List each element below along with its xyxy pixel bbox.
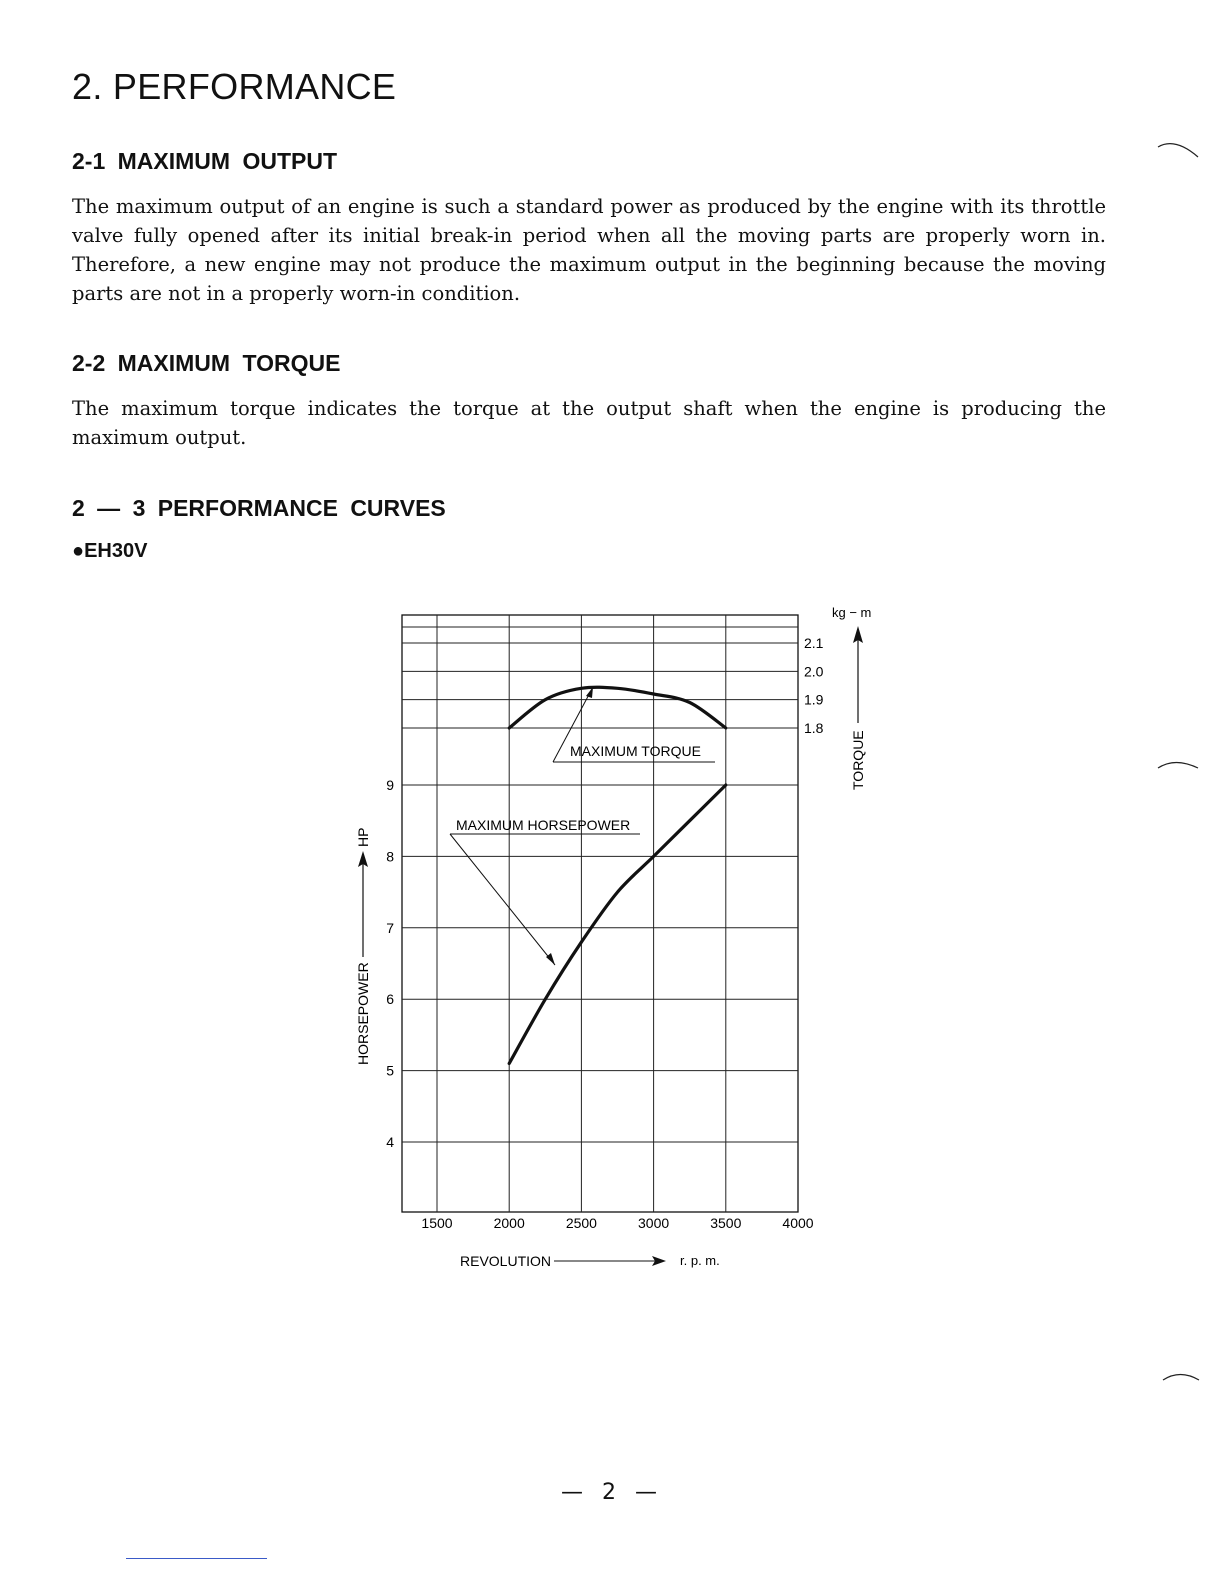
chart-annotations xyxy=(450,687,715,965)
x-axis-unit: r. p. m. xyxy=(680,1253,720,1268)
left-axis-unit: HP xyxy=(355,827,371,847)
section-heading-performance-curves: 2 — 3 PERFORMANCE CURVES xyxy=(72,495,446,521)
hp-tick-label: 7 xyxy=(386,919,394,936)
page-title: 2. PERFORMANCE xyxy=(72,66,397,107)
hp-tick-label: 8 xyxy=(386,848,394,865)
annotation-maximum-torque: MAXIMUM TORQUE xyxy=(570,743,701,759)
section-body-maximum-output: The maximum output of an engine is such a standard power as produced by the engine with its throttle valve fully opened after its initial break-in period when all the moving parts are properly worn in. Therefore, a new engine may not produce the maximum output in the beginning because the moving parts are not in a properly worn-in condition. xyxy=(72,195,1106,305)
torque-tick-label: 1.8 xyxy=(804,720,824,736)
left-axis-label: HORSEPOWER xyxy=(355,962,371,1065)
hp-tick-label: 6 xyxy=(386,991,394,1008)
torque-tick-label: 2.0 xyxy=(804,663,824,680)
x-tick-label: 3500 xyxy=(710,1215,742,1231)
hp-tick-label: 4 xyxy=(386,1134,394,1150)
section-body-maximum-torque: The maximum torque indicates the torque at the output shaft when the engine is producing the maximum output. xyxy=(72,397,1106,449)
hp-tick-label: 9 xyxy=(386,777,394,793)
chart-grid xyxy=(386,615,823,1231)
torque-curve xyxy=(509,687,726,728)
link-underline xyxy=(126,1558,267,1559)
section-heading-maximum-torque: 2-2 MAXIMUM TORQUE xyxy=(72,350,341,376)
hp-tick-label: 5 xyxy=(386,1062,394,1079)
scan-edge-mark xyxy=(1155,1364,1215,1394)
x-tick-label: 1500 xyxy=(421,1215,453,1231)
right-axis-unit: kg − m xyxy=(832,605,872,620)
scan-edge-mark xyxy=(1150,135,1210,165)
torque-tick-label: 2.1 xyxy=(804,635,824,651)
x-tick-label: 2500 xyxy=(565,1215,597,1231)
section-heading-maximum-output: 2-1 MAXIMUM OUTPUT xyxy=(72,148,337,174)
x-axis-label: REVOLUTION xyxy=(460,1253,552,1269)
model-label: ●EH30V xyxy=(72,540,148,562)
page-number: — 2 — xyxy=(561,1480,663,1505)
performance-chart xyxy=(330,595,910,1285)
torque-tick-label: 1.9 xyxy=(804,691,824,708)
right-axis-label: TORQUE xyxy=(850,730,866,790)
x-tick-label: 4000 xyxy=(782,1215,814,1231)
x-tick-label: 2000 xyxy=(493,1215,525,1231)
scan-edge-mark xyxy=(1150,752,1210,782)
annotation-maximum-horsepower: MAXIMUM HORSEPOWER xyxy=(456,817,631,833)
x-tick-label: 3000 xyxy=(638,1215,670,1231)
